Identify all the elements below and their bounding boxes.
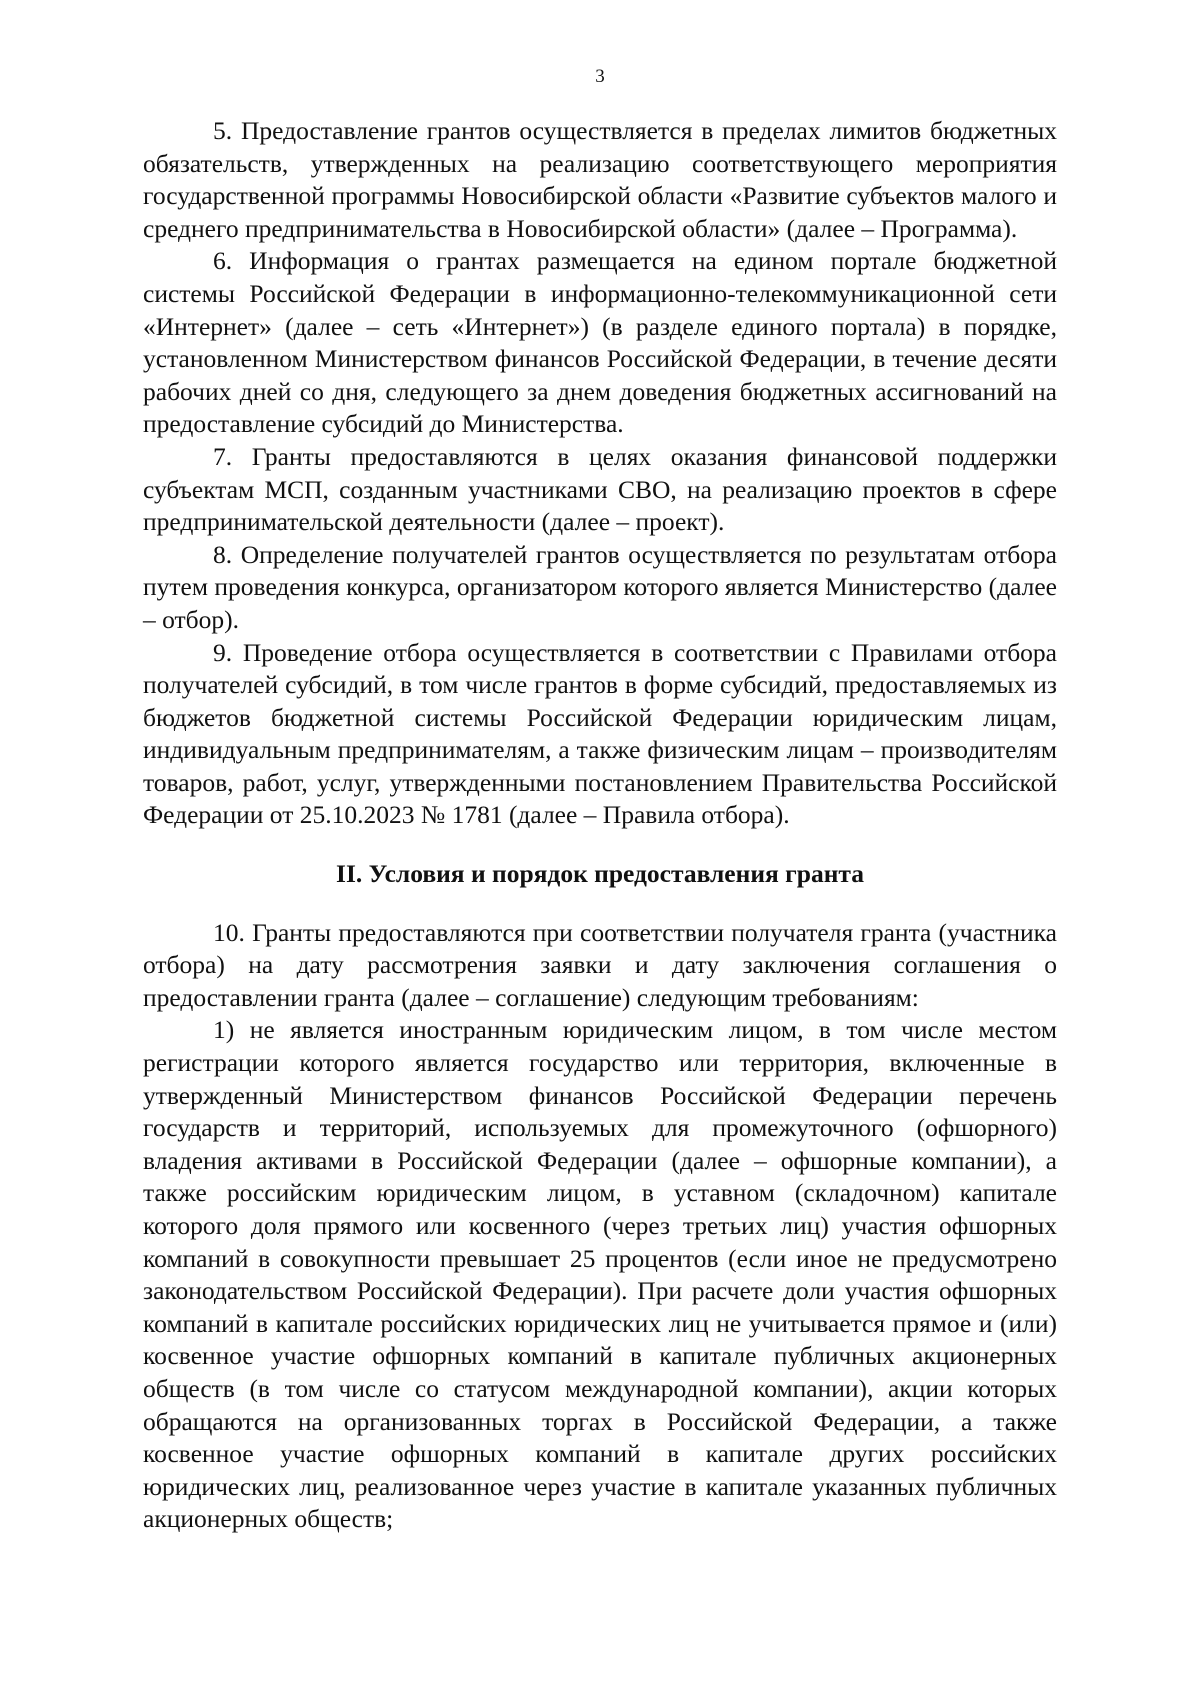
document-body <box>143 115 1057 1536</box>
page-number: 3 <box>595 66 605 87</box>
paragraph-7: 7. Гранты предоставляются в целях оказания финансовой поддержки субъектам МСП, созданным участниками СВО, на реализацию проектов в сфере предпринимательской деятельности (далее – проект). <box>143 441 1057 537</box>
section-heading: II. Условия и порядок предоставления гранта <box>336 859 864 889</box>
paragraph-8: 8. Определение получателей грантов осуществляется по результатам отбора путем проведения конкурса, организатором которого является Министерство (далее – отбор). <box>143 539 1057 634</box>
paragraph-5: 5. Предоставление грантов осуществляется в пределах лимитов бюджетных обязательств, утвержденных на реализацию соответствующего мероприятия государственной программы Новосибирской области «Развитие субъектов малого и среднего предпринимательства в Новосибирской области» (далее – Программа). <box>143 116 1057 243</box>
paragraph-9: 9. Проведение отбора осуществляется в соответствии с Правилами отбора получателей субсидий, в том числе грантов в форме субсидий, предоставляемых из бюджетов бюджетной системы Российской Федерации юридическим лицам, индивидуальным предпринимателям, а также физическим лицам – производителям товаров, работ, услуг, утвержденными постановлением Правительства Российской Федерации от 25.10.2023 № 1781 (далее – Правила отбора). <box>143 637 1057 830</box>
subparagraph-1: 1) не является иностранным юридическим лицом, в том числе местом регистрации которого является государство или территория, включенные в утвержденный Министерством финансов Российской Федерации перечень государств и территорий, используемых для промежуточного (офшорного) владения активами в Российской Федерации (далее – офшорные компании), а также российским юридическим лицом, в уставном (складочном) капитале которого доля прямого или косвенного (через третьих лиц) участия офшорных компаний в совокупности превышает 25 процентов (если иное не предусмотрено законодательством Российской Федерации). При расчете доли участия офшорных компаний в капитале российских юридических лиц не учитывается прямое и (или) косвенное участие офшорных компаний в капитале публичных акционерных обществ (в том числе со статусом международной компании), акции которых обращаются на организованных торгах в Российской Федерации, а также косвенное участие офшорных компаний в капитале других российских юридических лиц, реализованное через участие в капитале указанных публичных акционерных обществ; <box>143 1015 1057 1534</box>
paragraph-6: 6. Информация о грантах размещается на едином портале бюджетной системы Российской Федерации в информационно-телекоммуникационной сети «Интернет» (далее – сеть «Интернет») (в разделе единого портала) в порядке, установленном Министерством финансов Российской Федерации, в течение десяти рабочих дней со дня, следующего за днем доведения бюджетных ассигнований на предоставление субсидий до Министерства. <box>143 246 1057 439</box>
paragraph-10: 10. Гранты предоставляются при соответствии получателя гранта (участника отбора) на дату рассмотрения заявки и дату заключения соглашения о предоставлении гранта (далее – соглашение) следующим требованиям: <box>143 917 1057 1012</box>
